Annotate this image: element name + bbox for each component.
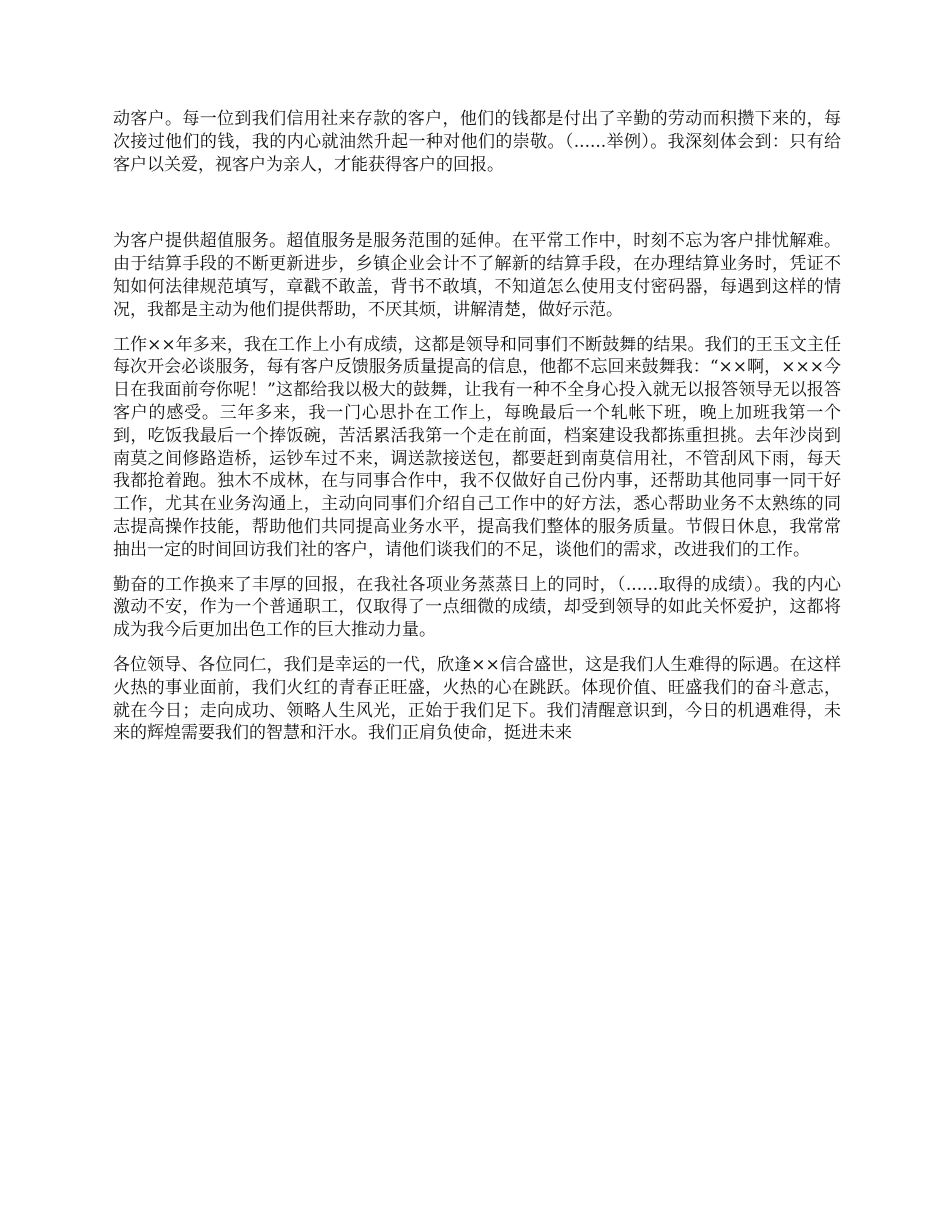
- document-body: [113, 108, 841, 757]
- paragraph-2: 为客户提供超值服务。超值服务是服务范围的延伸。在平常工作中，时刻不忘为客户排忧解难。由于结算手段的不断更新进步，乡镇企业会计不了解新的结算手段，在办理结算业务时，凭证不知如何法律规范填写，章戳不敢盖，背书不敢填，不知道怎么使用支付密码器，每遇到这样的情况，我都是主动为他们提供帮助，不厌其烦，讲解清楚，做好示范。: [113, 231, 841, 320]
- paragraph-5: 各位领导、各位同仁，我们是幸运的一代，欣逢××信合盛世，这是我们人生难得的际遇。在这样火热的事业面前，我们火红的青春正旺盛，火热的心在跳跃。体现价值、旺盛我们的奋斗意志，就在今日；走向成功、领略人生风光，正始于我们足下。我们清醒意识到，今日的机遇难得，未来的辉煌需要我们的智慧和汗水。我们正肩负使命，挺进未来: [113, 654, 841, 744]
- paragraph-3: 工作××年多来，我在工作上小有成绩，这都是领导和同事们不断鼓舞的结果。我们的王玉文主任每次开会必谈服务，每有客户反馈服务质量提高的信息，他都不忘回来鼓舞我：“××啊，×××今日在我面前夸你呢！”这都给我以极大的鼓舞，让我有一种不全身心投入就无以报答领导无以报答客户的感受。三年多来，我一门心思扑在工作上，每晚最后一个轧帐下班，晚上加班我第一个到，吃饭我最后一个捧饭碗，苦活累活我第一个走在前面，档案建设我都拣重担挑。去年沙岗到南莫之间修路造桥，运钞车过不来，调送款接送包，都要赶到南莫信用社，不管刮风下雨，每天我都抢着跑。独木不成林，在与同事合作中，我不仅做好自己份内事，还帮助其他同事一同干好工作，尤其在业务沟通上，主动向同事们介绍自己工作中的好方法，悉心帮助业务不太熟练的同志提高操作技能，帮助他们共同提高业务水平，提高我们整体的服务质量。节假日休息，我常常抽出一定的时间回访我们社的客户，请他们谈我们的不足，谈他们的需求，改进我们的工作。: [113, 334, 841, 560]
- paragraph-1: 动客户。每一位到我们信用社来存款的客户，他们的钱都是付出了辛勤的劳动而积攒下来的，每次接过他们的钱，我的内心就油然升起一种对他们的崇敬。（......举例）。我深刻体会到：只有给客户以关爱，视客户为亲人，才能获得客户的回报。: [113, 109, 841, 175]
- paragraph-4: 勤奋的工作换来了丰厚的回报，在我社各项业务蒸蒸日上的同时，（......取得的成绩）。我的内心激动不安，作为一个普通职工，仅取得了一点细微的成绩，却受到领导的如此关怀爱护，这都将成为我今后更加出色工作的巨大推动力量。: [113, 574, 841, 641]
